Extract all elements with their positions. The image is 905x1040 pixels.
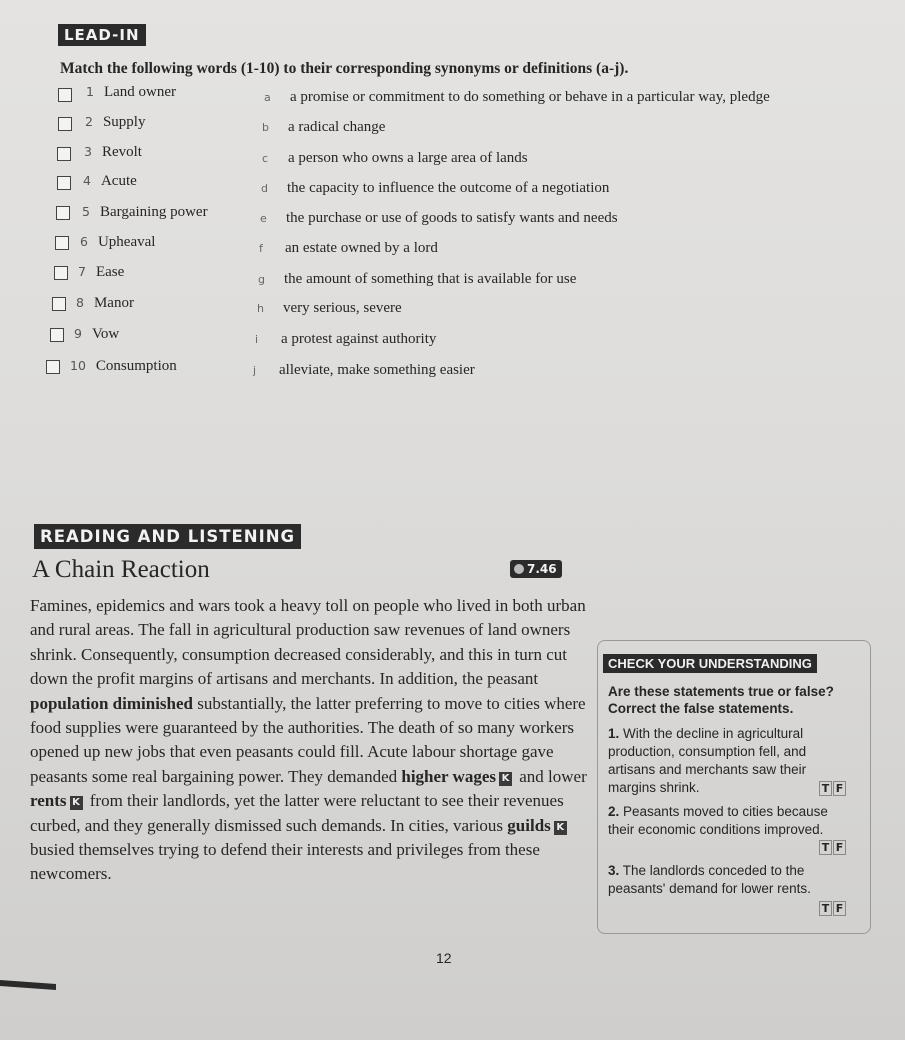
check-intro: Are these statements true or false? Correct the false statements. bbox=[608, 684, 834, 716]
match-definition: f an estate owned by a lord bbox=[259, 240, 438, 256]
tf-choice-2 bbox=[818, 840, 846, 855]
tf-choice-3 bbox=[818, 901, 846, 916]
check-heading: CHECK YOUR UNDERSTANDING bbox=[603, 654, 817, 673]
match-definition: c a person who owns a large area of lands bbox=[262, 150, 528, 166]
false-option[interactable]: F bbox=[833, 781, 846, 796]
match-word: 6 Upheaval bbox=[80, 234, 156, 250]
match-definition: i a protest against authority bbox=[255, 331, 437, 347]
false-option[interactable]: F bbox=[833, 840, 846, 855]
answer-checkbox-3[interactable] bbox=[57, 147, 71, 161]
audio-track-badge[interactable]: 7.46 bbox=[510, 560, 562, 578]
check-understanding-box bbox=[597, 640, 871, 934]
glossary-guilds[interactable]: guilds K bbox=[507, 816, 569, 835]
answer-checkbox-9[interactable] bbox=[50, 328, 64, 342]
page-corner-mark bbox=[0, 980, 56, 990]
match-word: 9 Vow bbox=[74, 326, 120, 342]
true-option[interactable]: T bbox=[819, 901, 832, 916]
headphones-icon bbox=[514, 564, 524, 574]
leadin-instruction: Match the following words (1-10) to their corresponding synonyms or definitions (a-j). bbox=[60, 60, 629, 77]
statement-2: 2. Peasants moved to cities because their economic conditions improved. bbox=[608, 804, 828, 837]
match-word: 4 Acute bbox=[83, 173, 137, 189]
answer-checkbox-4[interactable] bbox=[57, 176, 71, 190]
tf-choice-1 bbox=[818, 781, 846, 796]
reading-title: A Chain Reaction bbox=[32, 556, 210, 583]
match-definition: d the capacity to influence the outcome of a negotiation bbox=[261, 180, 610, 196]
match-word: 1 Land owner bbox=[86, 84, 177, 100]
glossary-rents[interactable]: rents K bbox=[30, 791, 86, 810]
answer-checkbox-5[interactable] bbox=[56, 206, 70, 220]
leadin-heading: LEAD-IN bbox=[58, 24, 146, 46]
true-option[interactable]: T bbox=[819, 840, 832, 855]
statement-1: 1. With the decline in agricultural production, consumption fell, and artisans and merchants saw their margins shrink. bbox=[608, 726, 807, 795]
glossary-higher-wages[interactable]: higher wages K bbox=[401, 767, 515, 786]
statement-3: 3. The landlords conceded to the peasants' demand for lower rents. bbox=[608, 863, 811, 896]
match-word: 3 Revolt bbox=[84, 144, 142, 160]
match-definition: a a promise or commitment to do something or behave in a particular way, pledge bbox=[264, 89, 770, 105]
match-word: 10 Consumption bbox=[70, 358, 177, 374]
match-word: 8 Manor bbox=[76, 295, 134, 311]
match-word: 2 Supply bbox=[85, 114, 146, 130]
match-definition: g the amount of something that is available for use bbox=[258, 271, 577, 287]
answer-checkbox-10[interactable] bbox=[46, 360, 60, 374]
match-definition: e the purchase or use of goods to satisfy wants and needs bbox=[260, 210, 618, 226]
match-word: 7 Ease bbox=[78, 264, 125, 280]
true-option[interactable]: T bbox=[819, 781, 832, 796]
match-definition: h very serious, severe bbox=[257, 300, 402, 316]
answer-checkbox-8[interactable] bbox=[52, 297, 66, 311]
answer-checkbox-7[interactable] bbox=[54, 266, 68, 280]
match-definition: b a radical change bbox=[262, 119, 386, 135]
false-option[interactable]: F bbox=[833, 901, 846, 916]
reading-heading: READING AND LISTENING bbox=[34, 524, 301, 549]
answer-checkbox-6[interactable] bbox=[55, 236, 69, 250]
answer-checkbox-2[interactable] bbox=[58, 117, 72, 131]
answer-checkbox-1[interactable] bbox=[58, 88, 72, 102]
match-definition: j alleviate, make something easier bbox=[253, 362, 475, 378]
match-word: 5 Bargaining power bbox=[82, 204, 208, 220]
page-number: 12 bbox=[436, 950, 452, 966]
reading-passage: Famines, epidemics and wars took a heavy toll on people who lived in both urban and rural areas. The fall in agricultural production saw revenues of land owners shrink. Consequently, consumption decreased considerably, and this in turn cut down the profit margins of artisans and merchants. In addition, the peasant population diminished substantially, the latter preferring to move to cities where food supplies were guaranteed by the authorities. The death of so many workers opened up new jobs that even peasants could fill. Acute labour shortage gave peasants some real bargaining power. They demanded higher wages K and lower rents K from their landlords, yet the latter were reluctant to see their revenues curbed, and they generally dismissed such demands. In cities, various guilds K busied themselves trying to defend their interests and privileges from these newcomers. bbox=[30, 594, 605, 887]
